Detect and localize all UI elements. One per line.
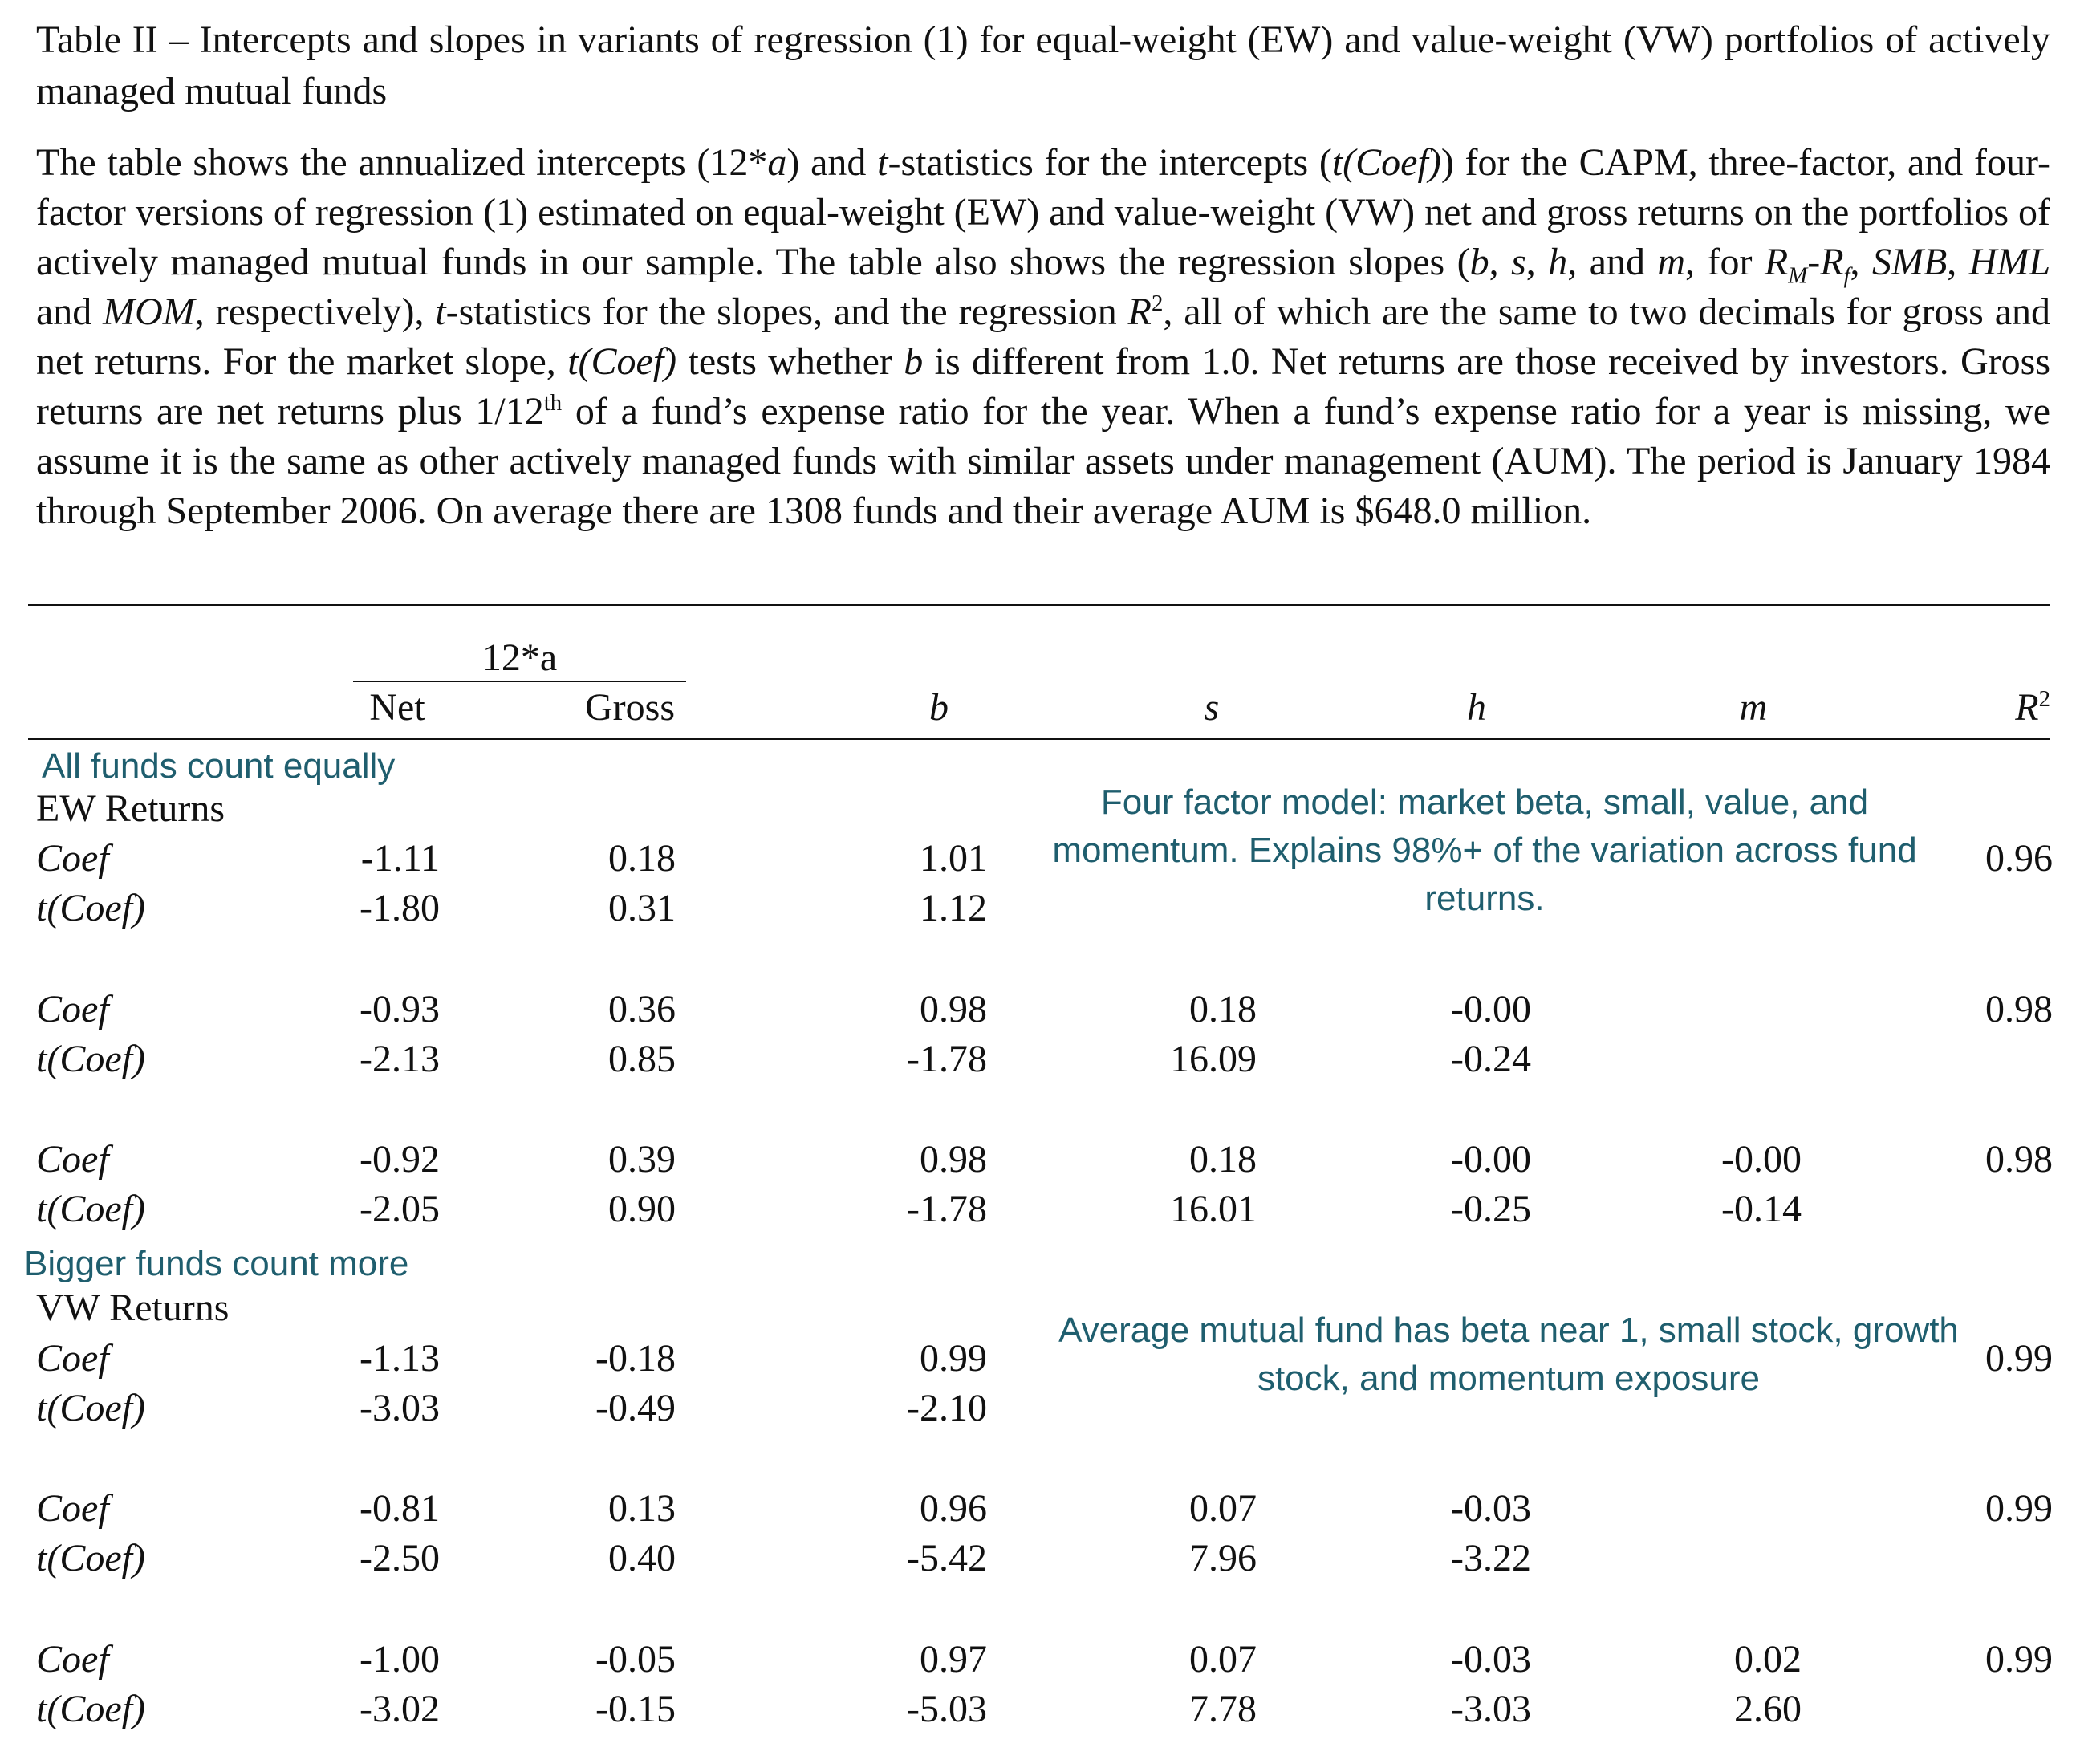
header-s: s — [1204, 686, 1220, 729]
cell-net: -2.05 — [360, 1188, 440, 1230]
cell-m: 2.60 — [1734, 1688, 1802, 1730]
cell-b: -5.03 — [907, 1688, 987, 1730]
cell-net: -0.81 — [360, 1487, 440, 1530]
cell-net: -2.50 — [360, 1537, 440, 1579]
cell-h: -0.03 — [1451, 1487, 1531, 1530]
cell-h: -0.24 — [1451, 1038, 1531, 1080]
cell-gross: 0.85 — [608, 1038, 676, 1080]
cell-b: -5.42 — [907, 1537, 987, 1579]
cell-b: -1.78 — [907, 1038, 987, 1080]
cell-gross: -0.18 — [595, 1337, 676, 1380]
cell-s: 16.09 — [1170, 1038, 1257, 1080]
cell-gross: -0.05 — [595, 1638, 676, 1681]
cell-b: 0.98 — [920, 1138, 987, 1181]
cell-b: -2.10 — [907, 1387, 987, 1429]
row-label-coef: Coef — [36, 988, 109, 1030]
cell-b: 1.01 — [920, 837, 987, 880]
cell-h: -0.00 — [1451, 988, 1531, 1030]
cell-m: 0.02 — [1734, 1638, 1802, 1681]
cell-net: -1.80 — [360, 887, 440, 929]
row-label-tcoef: t(Coef) — [36, 1188, 145, 1230]
header-gross: Gross — [584, 686, 675, 729]
cell-r2: 0.99 — [1985, 1638, 2053, 1681]
row-label-coef: Coef — [36, 837, 109, 880]
cell-gross: 0.39 — [608, 1138, 676, 1181]
cell-gross: 0.40 — [608, 1537, 676, 1579]
cell-s: 0.07 — [1189, 1638, 1257, 1681]
row-label-coef: Coef — [36, 1337, 109, 1380]
cell-net: -3.02 — [360, 1688, 440, 1730]
cell-r2: 0.96 — [1985, 837, 2053, 880]
header-h: h — [1467, 686, 1486, 729]
row-label-coef: Coef — [36, 1487, 109, 1530]
cell-b: 1.12 — [920, 887, 987, 929]
header-b: b — [929, 686, 949, 729]
cell-net: -3.03 — [360, 1387, 440, 1429]
cell-h: -0.25 — [1451, 1188, 1531, 1230]
cell-net: -0.93 — [360, 988, 440, 1030]
cell-s: 7.96 — [1189, 1537, 1257, 1579]
cell-s: 0.18 — [1189, 988, 1257, 1030]
cell-net: -2.13 — [360, 1038, 440, 1080]
section-ew-returns: EW Returns — [36, 787, 225, 830]
cell-s: 16.01 — [1170, 1188, 1257, 1230]
cell-b: 0.96 — [920, 1487, 987, 1530]
cell-net: -0.92 — [360, 1138, 440, 1181]
cell-h: -0.00 — [1451, 1138, 1531, 1181]
row-label-coef: Coef — [36, 1138, 109, 1181]
cell-r2: 0.98 — [1985, 1138, 2053, 1181]
row-label-tcoef: t(Coef) — [36, 1688, 145, 1730]
header-12a-group: 12*a — [481, 636, 558, 679]
note-four-factor: Four factor model: market beta, small, value, and momentum. Explains 98%+ of the variation across fund returns. — [1052, 782, 1917, 918]
cell-b: -1.78 — [907, 1188, 987, 1230]
row-label-tcoef: t(Coef) — [36, 1387, 145, 1429]
cell-gross: 0.18 — [608, 837, 676, 880]
cell-s: 0.07 — [1189, 1487, 1257, 1530]
cell-r2: 0.98 — [1985, 988, 2053, 1030]
cell-h: -3.22 — [1451, 1537, 1531, 1579]
cell-gross: 0.90 — [608, 1188, 676, 1230]
cell-gross: 0.13 — [608, 1487, 676, 1530]
header-m: m — [1739, 686, 1768, 729]
header-r2: $R^2$ — [2015, 686, 2050, 729]
table-description: The table shows the annualized intercepts (12*a) and t-statistics for the intercepts (t(Coef)) for the CAPM, three-factor, and four-factor versions of regression (1) estimated on equal-weight (EW) and value-weight (VW) net and gross returns on the portfolios of actively managed mutual funds in our sample. The table also shows the regression slopes (b, s, h, and m, for $R_M-R_f$, SMB, HML and MOM, respectively), t-statistics for the slopes, and the regression $R^2$, all of which are the same to two decimals for gross and net returns. For the market slope, t(Coef) tests whether b is different from 1.0. Net returns are those received by investors. Gross returns are net returns plus 1/12th of a fund’s expense ratio for the year. When a fund’s expense ratio for a year is missing, we assume it is the same as other actively managed funds with similar assets under management (AUM). The period is January 1984 through September 2006. On average there are 1308 funds and their average AUM is $648.0 million. — [36, 141, 2051, 532]
cell-b: 0.98 — [920, 988, 987, 1030]
cell-r2: 0.99 — [1985, 1337, 2053, 1380]
note-average-fund: Average mutual fund has beta near 1, small stock, growth stock, and momentum exposure — [1058, 1311, 1959, 1398]
cell-net: -1.13 — [360, 1337, 440, 1380]
row-label-tcoef: t(Coef) — [36, 1038, 145, 1080]
note-all-funds: All funds count equally — [42, 746, 396, 786]
cell-m: -0.14 — [1721, 1188, 1802, 1230]
cell-gross: 0.36 — [608, 988, 676, 1030]
cell-b: 0.99 — [920, 1337, 987, 1380]
cell-net: -1.00 — [360, 1638, 440, 1681]
header-rule — [28, 738, 2050, 740]
cell-gross: 0.31 — [608, 887, 676, 929]
cell-s: 0.18 — [1189, 1138, 1257, 1181]
note-bigger-funds: Bigger funds count more — [24, 1244, 409, 1283]
row-label-tcoef: t(Coef) — [36, 1537, 145, 1579]
cell-gross: -0.15 — [595, 1688, 676, 1730]
cell-r2: 0.99 — [1985, 1487, 2053, 1530]
row-label-coef: Coef — [36, 1638, 109, 1681]
cell-net: -1.11 — [360, 837, 440, 880]
cell-gross: -0.49 — [595, 1387, 676, 1429]
row-label-tcoef: t(Coef) — [36, 887, 145, 929]
header-net: Net — [369, 686, 425, 729]
top-rule — [28, 604, 2050, 606]
section-vw-returns: VW Returns — [36, 1286, 230, 1329]
cell-h: -0.03 — [1451, 1638, 1531, 1681]
cell-s: 7.78 — [1189, 1688, 1257, 1730]
table-title: Table II – Intercepts and slopes in variants of regression (1) for equal-weight (EW) and value-weight (VW) portfolios of actively managed mutual funds — [36, 18, 2050, 112]
cell-h: -3.03 — [1451, 1688, 1531, 1730]
cell-b: 0.97 — [920, 1638, 987, 1681]
cell-m: -0.00 — [1721, 1138, 1802, 1181]
